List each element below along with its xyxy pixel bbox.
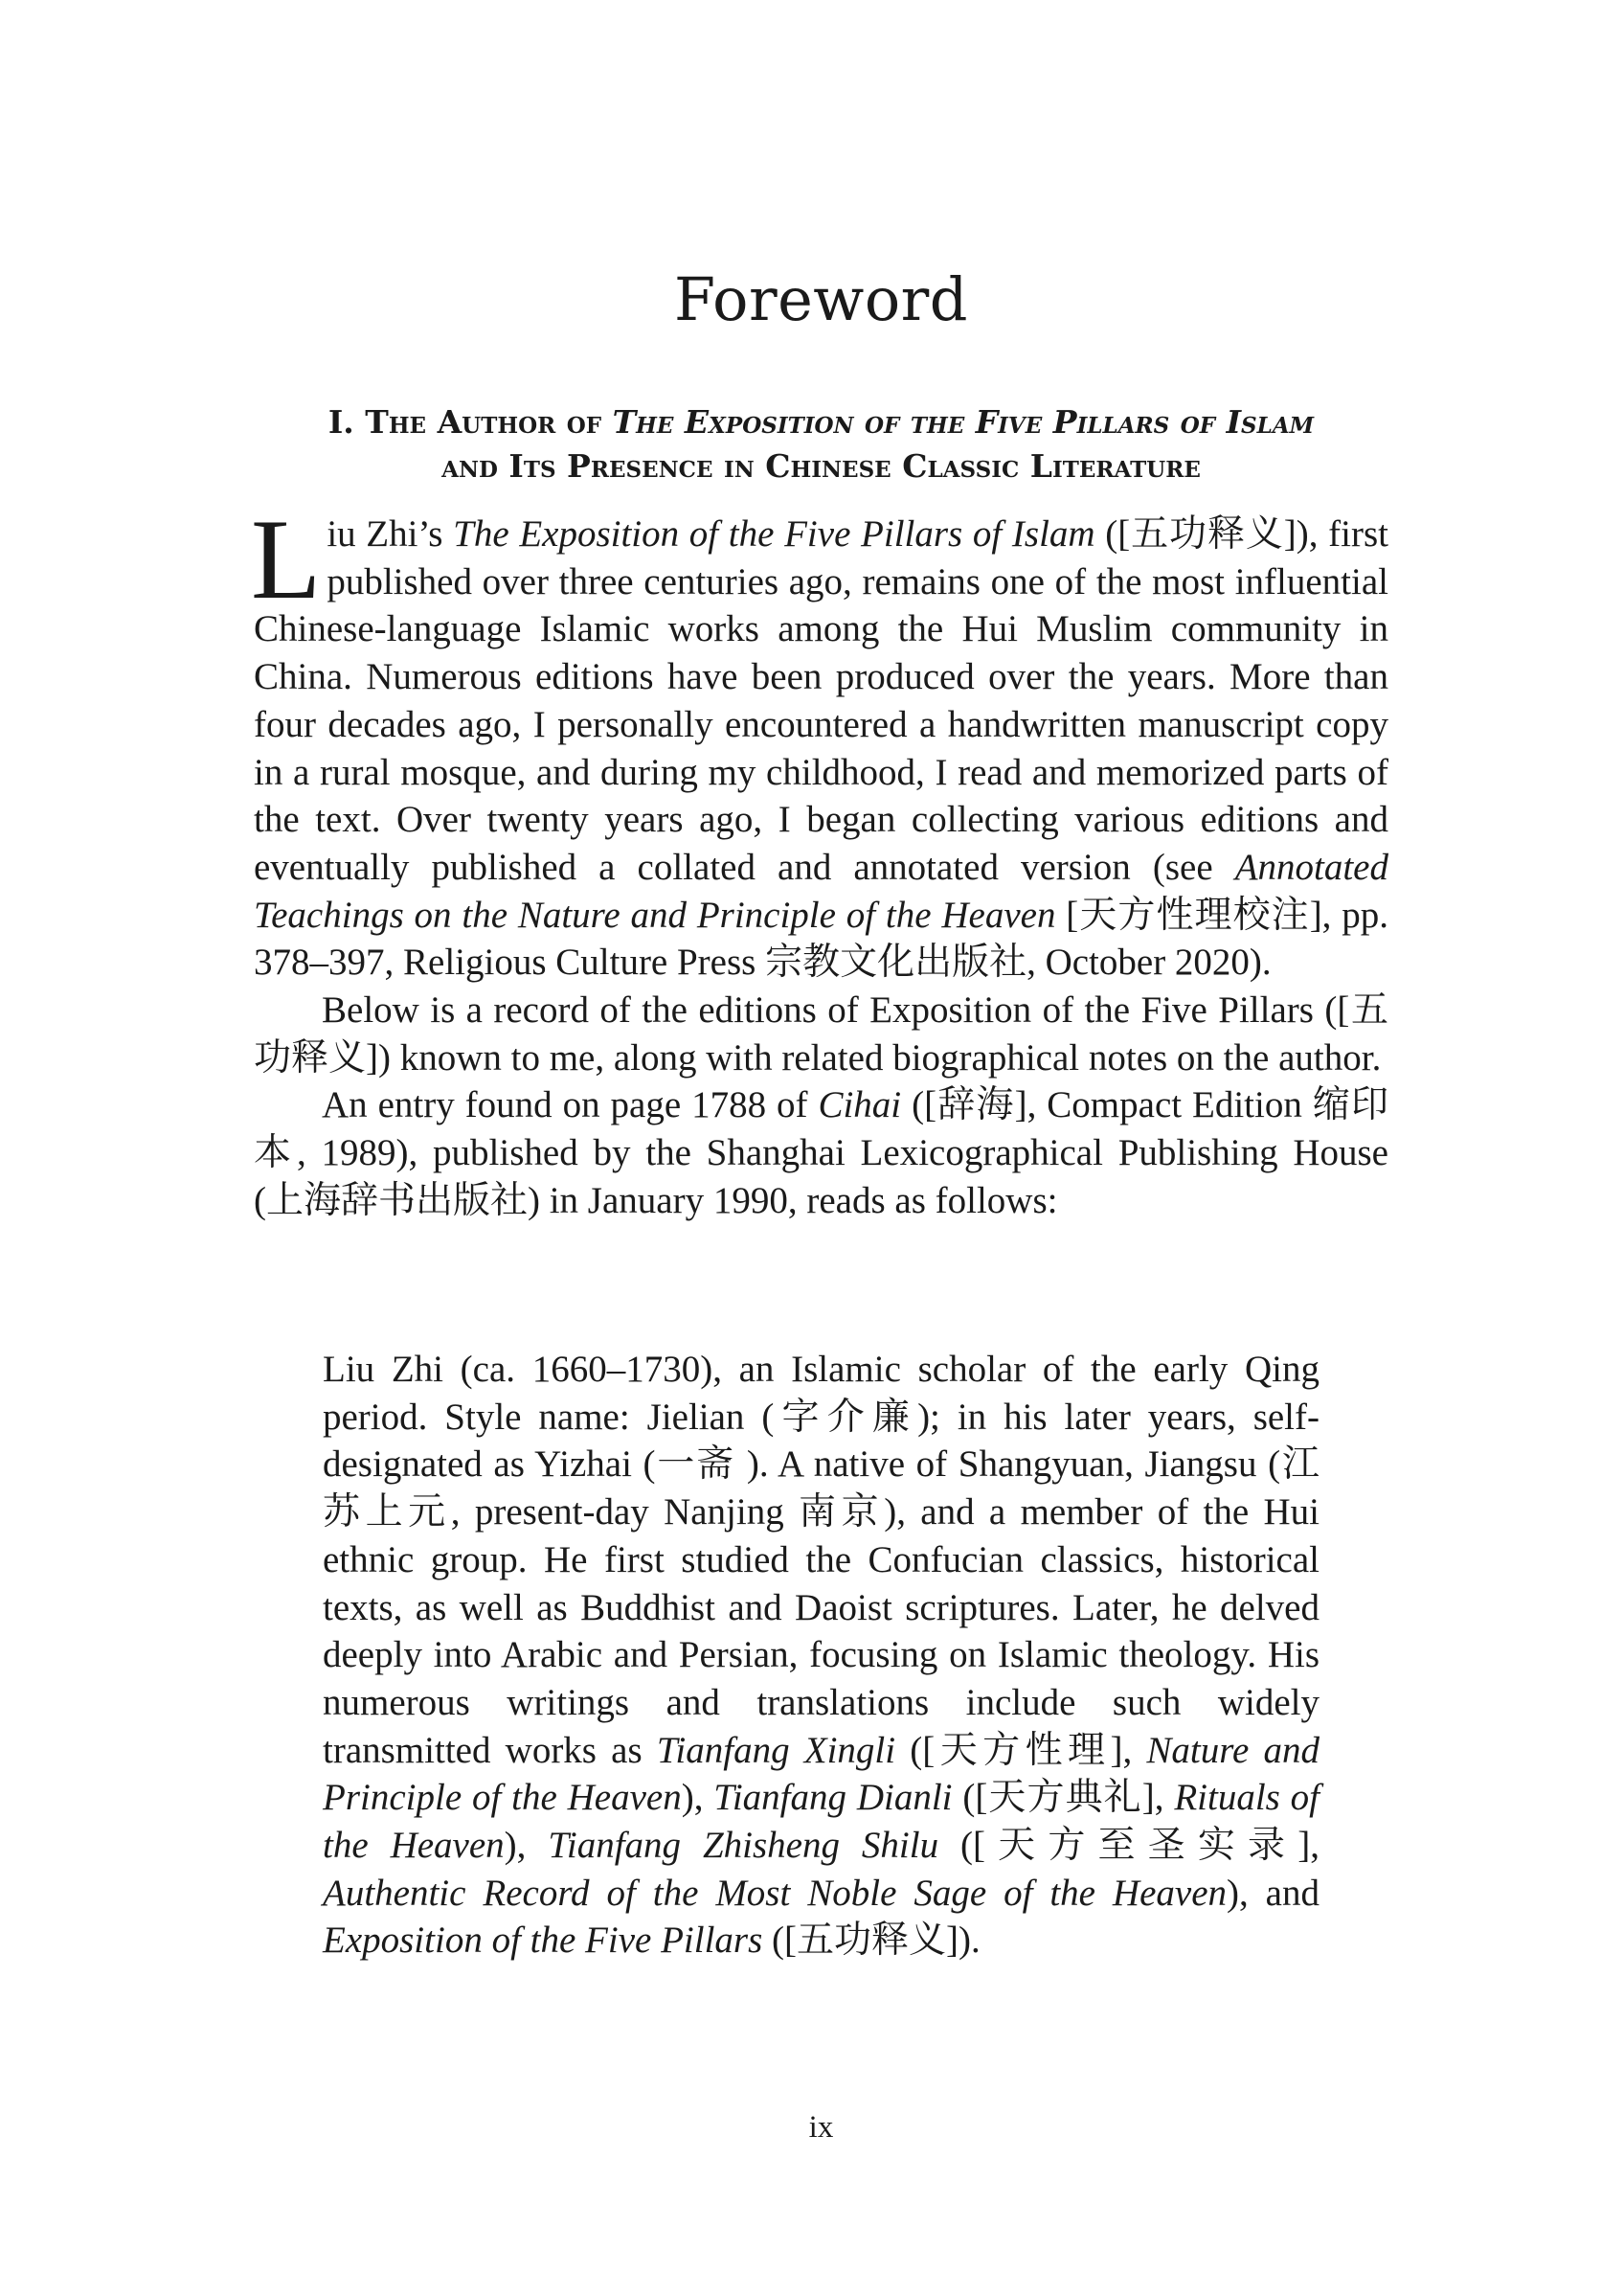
body-text	[251, 495, 1388, 1225]
chapter-title: Foreword	[673, 264, 968, 334]
paragraph-3: An entry found on page 1788 of Cihai ([辞海], Compact Edition 缩印本, 1989), published by the Shanghai Lexicographical Publishing House (上海辞书出版社) in January 1990, reads as follows:	[254, 1084, 1388, 1221]
section-heading-prefix: The Author of	[365, 403, 602, 441]
section-numeral: I.	[327, 403, 354, 441]
paragraph-1: Liu Zhi’s The Exposition of the Five Pillars of Islam ([五功释义]), first published over three centuries ago, remains one of the most influential Chinese-language Islamic works among the Hui Muslim community in China. Numerous editions have been produced over the years. More than four decades ago, I personally encountered a handwritten manuscript copy in a rural mosque, and during my childhood, I read and memorized parts of the text. Over twenty years ago, I began collecting various editions and eventually published a collated and annotated version (see Annotated Teachings on the Nature and Principle of the Heaven [天方性理校注], pp. 378–397, Religious Culture Press 宗教文化出版社, October 2020).	[251, 495, 1388, 984]
paragraph-2: Below is a record of the editions of Exposition of the Five Pillars ([五功释义]) known to me, along with related biographical notes on the author.	[254, 989, 1388, 1079]
section-heading	[254, 400, 1388, 488]
book-title: Annotated Teachings on the Nature and Principle of the Heaven	[254, 846, 1388, 936]
book-title: Cihai	[818, 1084, 902, 1126]
section-heading-line-1	[254, 400, 1388, 444]
page-number: ix	[808, 2110, 834, 2145]
section-heading-line-2: and Its Presence in Chinese Classic Literature	[441, 447, 1201, 485]
block-quote: Liu Zhi (ca. 1660–1730), an Islamic scholar of the early Qing period. Style name: Jielian (字介廉); in his later years, self-designated as Yizhai (一斋 ). A native of Shangyuan, Jiangsu (江苏上元, present-day Nanjing 南京), and a member of the Hui ethnic group. He first studied the Confucian classics, historical texts, as well as Buddhist and Daoist scriptures. Later, he delved deeply into Arabic and Persian, focusing on Islamic theology. His numerous writings and translations include such widely transmitted works as Tianfang Xingli ([天方性理], Nature and Principle of the Heaven), Tianfang Dianli ([天方典礼], Rituals of the Heaven), Tianfang Zhisheng Shilu ([天方至圣实录], Authentic Record of the Most Noble Sage of the Heaven), and Exposition of the Five Pillars ([五功释义]).	[323, 1349, 1320, 1962]
section-heading-book-title: The Exposition of the Five Pillars of Islam	[612, 403, 1315, 441]
drop-cap: L	[251, 495, 322, 623]
book-title: The Exposition of the Five Pillars of Islam	[453, 513, 1095, 555]
